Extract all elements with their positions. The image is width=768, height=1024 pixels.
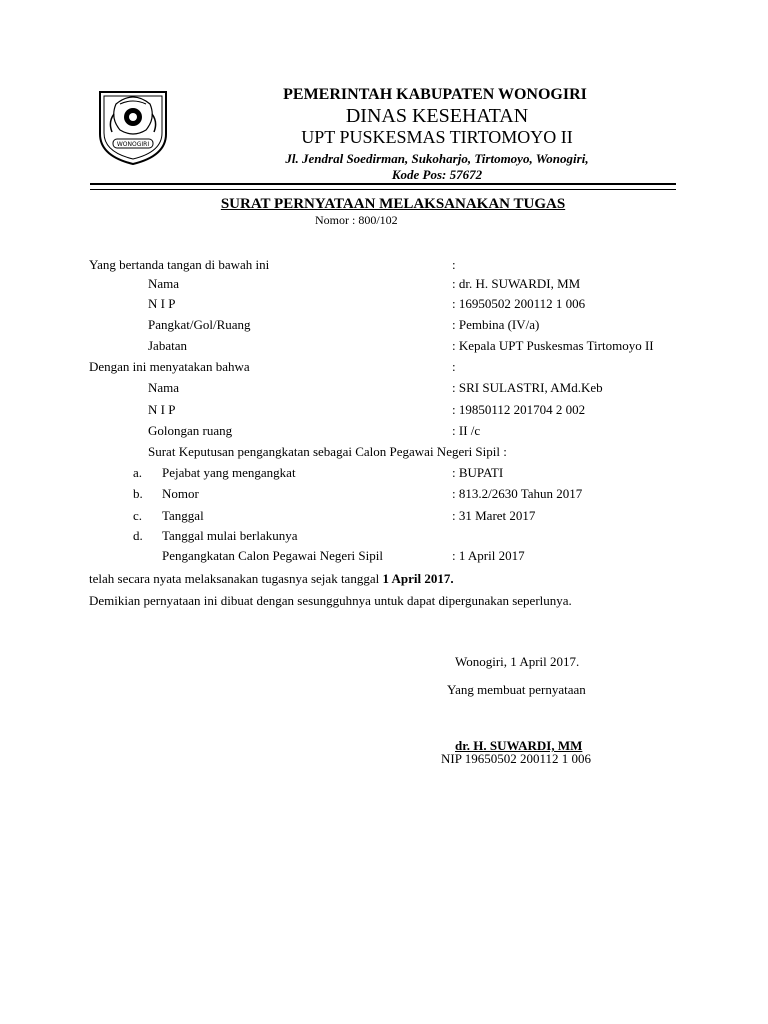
signer-intro-colon: : [452, 257, 456, 272]
decree-number-label: Nomor [162, 486, 199, 501]
decree-official-value: : BUPATI [452, 465, 504, 480]
decree-item-marker: b. [133, 486, 143, 501]
decree-date-value: : 31 Maret 2017 [452, 508, 536, 523]
signatory-nip: NIP 19650502 200112 1 006 [441, 751, 591, 766]
subject-name-value: : SRI SULASTRI, AMd.Keb [452, 380, 603, 395]
letterhead-government: PEMERINTAH KABUPATEN WONOGIRI [283, 86, 587, 103]
decree-number-value: : 813.2/2630 Tahun 2017 [452, 486, 583, 501]
signature-role: Yang membuat pernyataan [447, 682, 586, 697]
subject-nip-label: N I P [148, 402, 176, 417]
signer-nip-label: N I P [148, 296, 176, 311]
signer-rank-label: Pangkat/Gol/Ruang [148, 317, 251, 332]
subject-name-label: Nama [148, 380, 180, 395]
decree-effective-label-2: Pengangkatan Calon Pegawai Negeri Sipil [162, 548, 383, 563]
letterhead-office: UPT PUSKESMAS TIRTOMOYO II [301, 127, 573, 147]
subject-nip-value: : 19850112 201704 2 002 [452, 402, 586, 417]
letterhead-postal-code: Kode Pos: 57672 [391, 167, 483, 182]
subject-grade-label: Golongan ruang [148, 423, 233, 438]
signer-nip-value: : 16950502 200112 1 006 [452, 296, 586, 311]
signer-name-value: : dr. H. SUWARDI, MM [452, 276, 581, 291]
logo-text: WONOGIRI [116, 141, 150, 148]
document-title: SURAT PERNYATAAN MELAKSANAKAN TUGAS [220, 196, 566, 212]
decree-effective-label: Tanggal mulai berlakunya [162, 528, 298, 543]
decree-item-marker: c. [133, 508, 143, 523]
document-number: Nomor : 800/102 [315, 213, 398, 227]
signer-rank-value: : Pembina (IV/a) [452, 317, 540, 332]
letterhead-agency: DINAS KESEHATAN [345, 105, 529, 127]
decree-item-marker: d. [133, 528, 143, 543]
decree-effective-value: : 1 April 2017 [452, 548, 525, 563]
signer-position-value: : Kepala UPT Puskesmas Tirtomoyo II [452, 338, 654, 353]
subject-grade-value: : II /c [452, 423, 481, 438]
signer-intro-label: Yang bertanda tangan di bawah ini [89, 257, 270, 272]
statement-date: 1 April 2017. [382, 571, 454, 586]
statement-text [89, 571, 454, 587]
letterhead-address: Jl. Jendral Soedirman, Sukoharjo, Tirtomoyo, Wonogiri, [285, 151, 589, 166]
decree-date-label: Tanggal [162, 508, 204, 523]
statement-prefix: telah secara nyata melaksanakan tugasnya sejak tanggal [89, 571, 383, 586]
signer-position-label: Jabatan [148, 338, 187, 353]
subject-intro-colon: : [452, 359, 456, 374]
subject-intro-label: Dengan ini menyatakan bahwa [89, 359, 250, 374]
decree-official-label: Pejabat yang mengangkat [162, 465, 296, 480]
regency-logo [94, 84, 172, 166]
decree-item-marker: a. [133, 465, 143, 480]
letterhead-rule-thick [90, 183, 676, 185]
signature-place-date: Wonogiri, 1 April 2017. [455, 654, 580, 669]
closing-text: Demikian pernyataan ini dibuat dengan sesungguhnya untuk dapat dipergunakan seperlunya. [89, 593, 572, 608]
letterhead-rule-thin [90, 189, 676, 190]
decree-heading: Surat Keputusan pengangkatan sebagai Calon Pegawai Negeri Sipil : [148, 444, 507, 459]
signer-name-label: Nama [148, 276, 180, 291]
signatory-name: dr. H. SUWARDI, MM [455, 738, 583, 753]
